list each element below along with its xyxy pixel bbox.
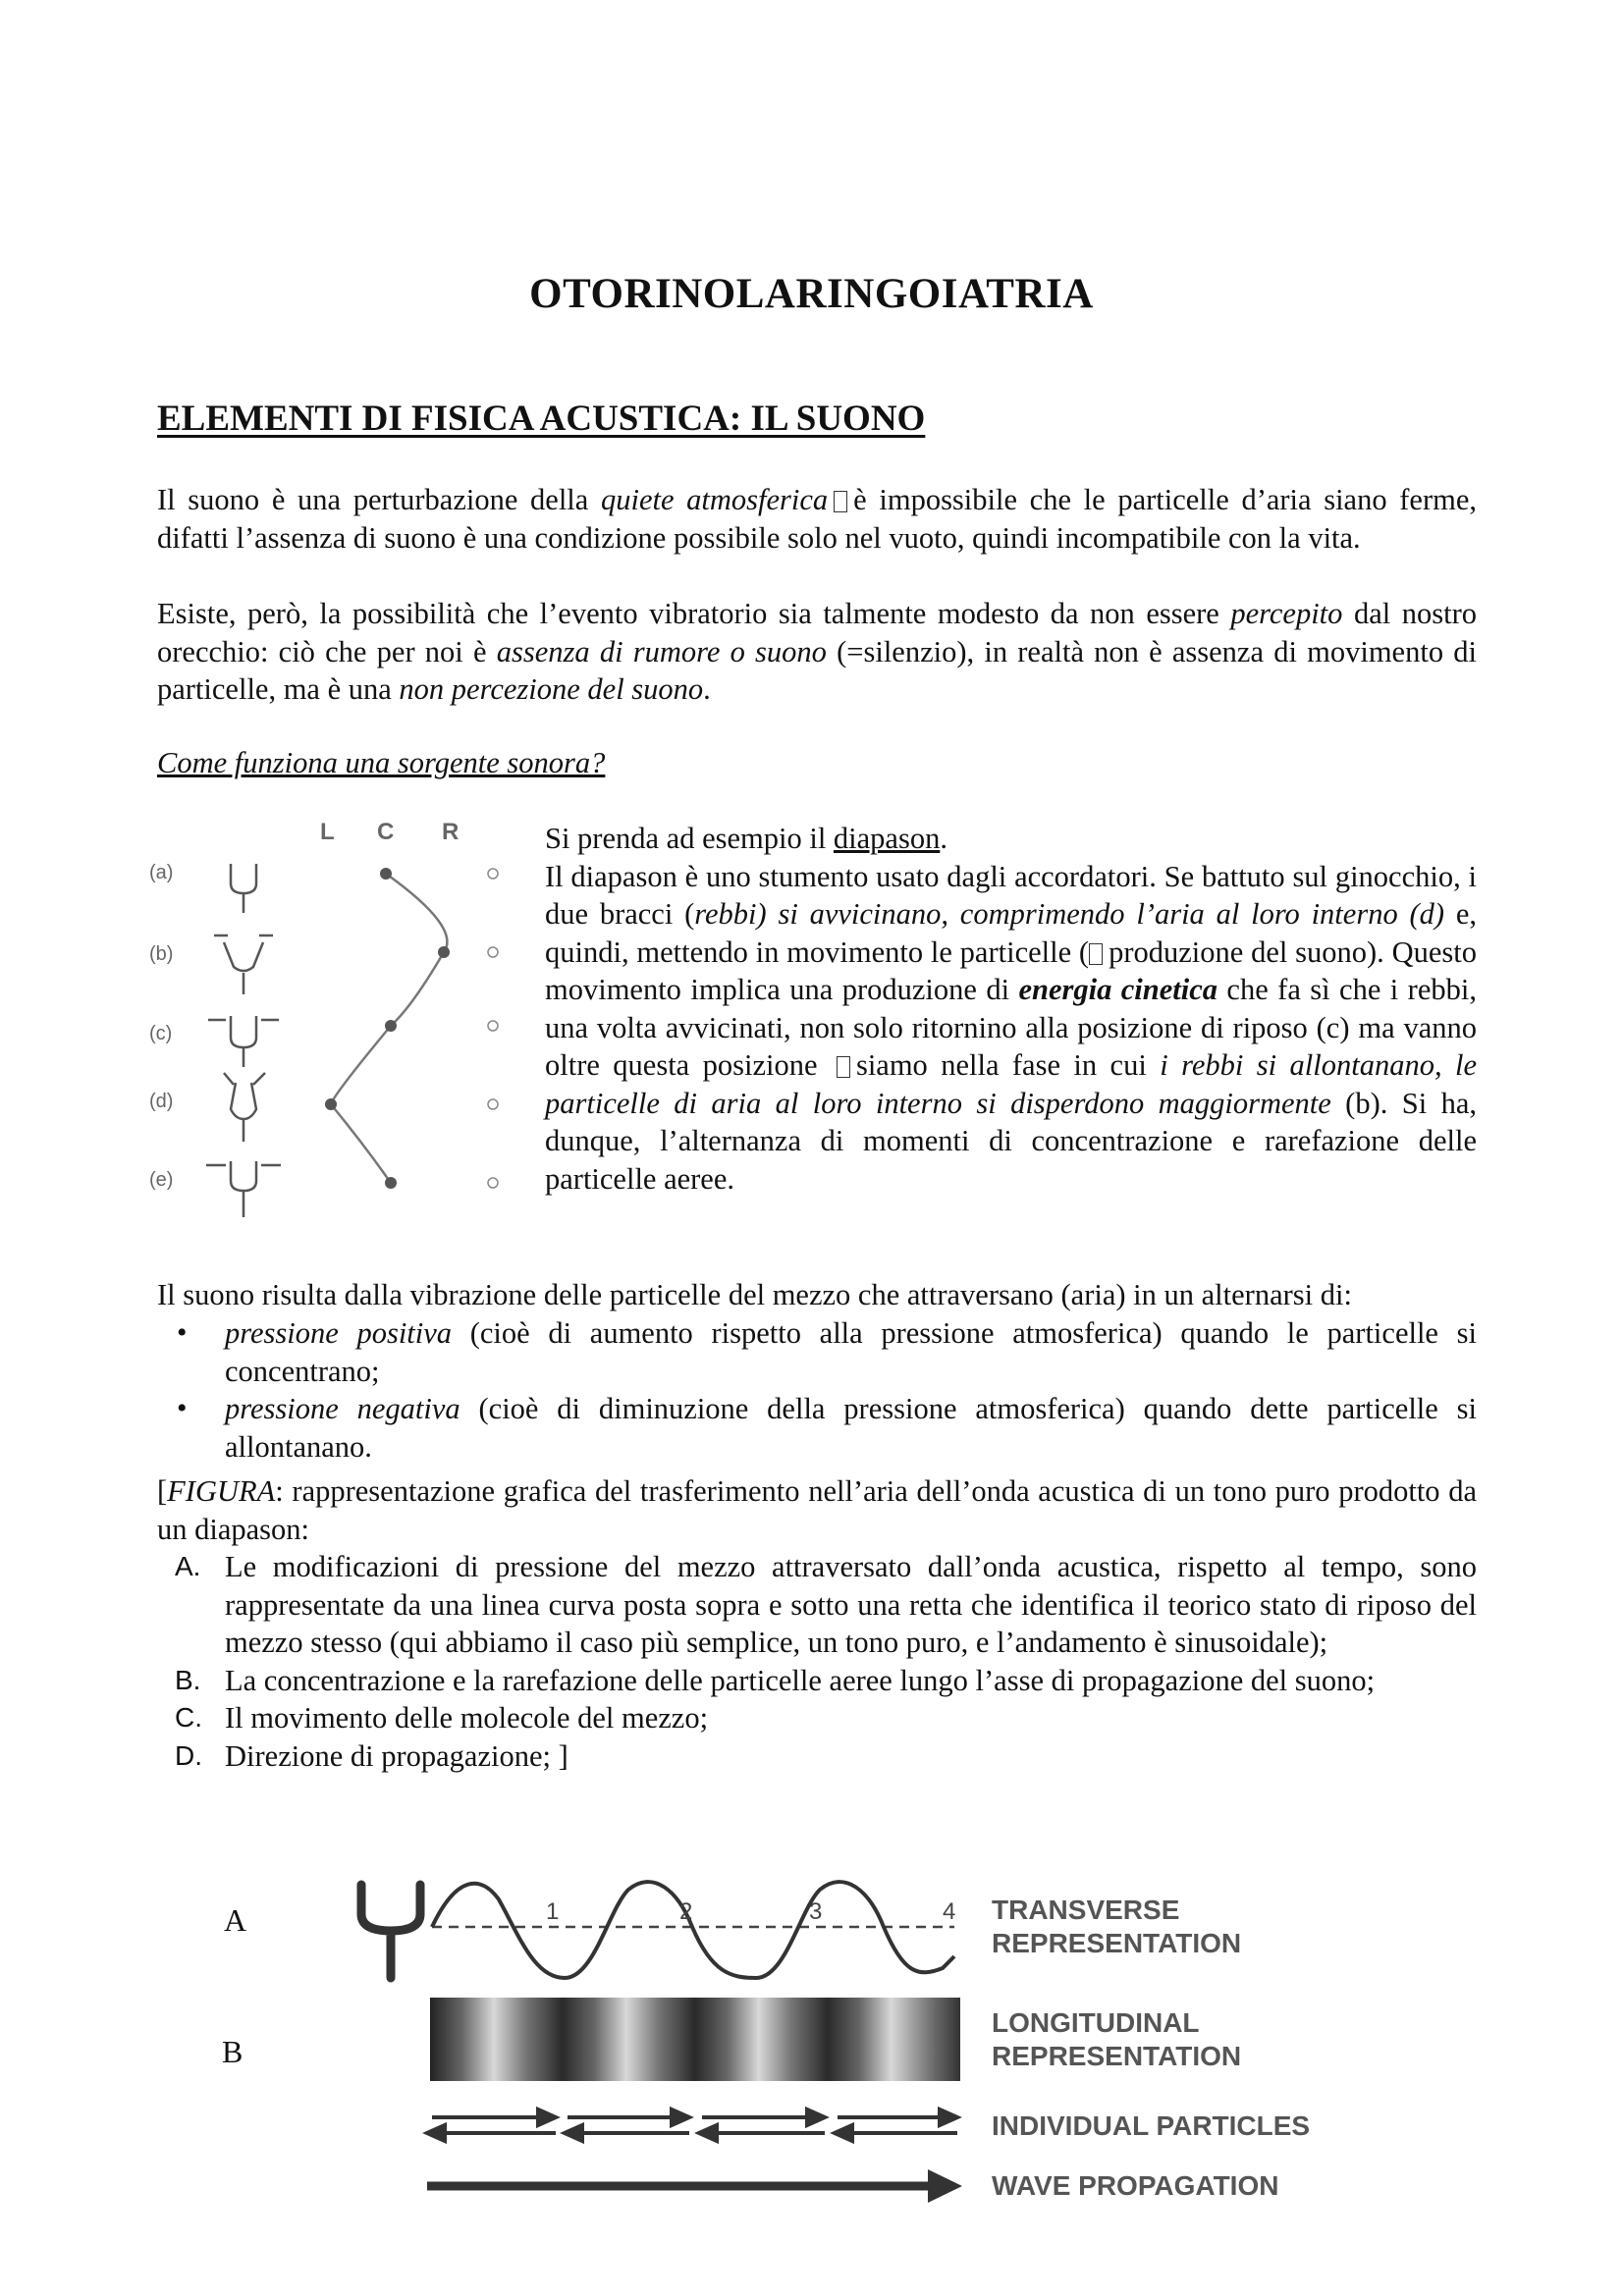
text-run-bold-italic: energia cinetica [1018,973,1218,1006]
text-run-italic: pressione positiva [225,1316,453,1350]
list-label: B. [175,1664,201,1695]
text-run-italic: i rebbi si allontanano, le particelle di aria al loro interno si disperdono maggiormente [545,1048,1478,1120]
text-run: che fa sì che i rebbi, una volta avvicinati, non solo ritornino alla posizione di riposo (c) ma vanno oltre questa posizione [545,973,1477,1082]
figure-label-a: A [224,1902,247,1938]
text-run: . [940,822,947,855]
text-run: (b). Si ha, dunque, l’alternanza di momenti di concentrazione e rarefazione delle particelle aeree. [545,1086,1477,1196]
text-run: (cioè di diminuzione della pressione atmosferica) quando dette particelle si allontanano. [225,1392,1477,1464]
text-run: (cioè di aumento rispetto alla pressione atmosferica) quando le particelle si concentrano; [225,1316,1477,1388]
page-title: OTORINOLARINGOIATRIA [529,271,1094,317]
text-run-italic: assenza di rumore o suono [496,634,827,668]
col-label-r: R [442,819,460,845]
text-run: : rappresentazione grafica del trasferimento nell’aria dell’onda acustica di un tono puro prodotto da un diapason: [157,1474,1477,1546]
subheading: Come funziona una sorgente sonora? [157,746,606,779]
longitudinal-band [430,1998,960,2081]
intro-paragraph-2 [157,595,1477,709]
label-longitudinal-rep: REPRESENTATION [992,2041,1242,2071]
list-item [157,1548,1477,1662]
text-run: [ [157,1474,168,1508]
cycle-number: 4 [943,1898,956,1925]
text-run-italic: rebbi) si avvicinano, comprimendo l’aria al loro interno (d) [694,897,1445,931]
row-label-e: (e) [149,1169,174,1191]
text-run: Le modificazioni di pressione del mezzo attraversato dall’onda acustica, rispetto al tempo, sono rappresentate da una linea curva posta sopra e sotto una retta che identifica il teorico stato di riposo del mezzo stesso (qui abbiamo il caso più semplice, un tono puro, e l’andamento è sinusoidale); [225,1550,1477,1659]
text-run: (=silenzio), in realtà non è assenza di movimento di particelle, ma è una [157,634,1477,706]
vibration-intro: Il suono risulta dalla vibrazione delle particelle del mezzo che attraversano (aria) in un alternarsi di: [157,1278,1352,1311]
label-longitudinal: LONGITUDINAL [992,2007,1200,2038]
label-transverse: TRANSVERSE [992,1895,1180,1925]
diapason-explanation [545,820,1477,1198]
text-run: è impossibile che le particelle d’aria siano ferme, difatti l’assenza di suono è una condizione possibile solo nel vuoto, quindi incompatibile con la vita. [157,483,1477,555]
text-run: Direzione di propagazione; ] [225,1738,568,1773]
reference-circle [488,1021,498,1031]
figure-label-b: B [222,2034,243,2069]
bullet-icon: • [177,1392,188,1424]
text-run: dal nostro orecchio: ciò che per noi è [157,597,1477,668]
section-title: ELEMENTI DI FISICA ACUSTICA: IL SUONO [157,399,926,439]
reference-circle [488,1099,498,1109]
fork-d-arrows-icon [224,1073,265,1085]
text-run: produzione del suono). Questo movimento implica una produzione di [545,934,1477,1006]
text-run-italic: quiete atmosferica [600,483,829,516]
list-label: D. [175,1739,202,1771]
text-run: . [703,672,711,706]
text-run: e, quindi, mettendo in movimento le particelle ( [545,897,1477,969]
text-run-italic: non percezione del suono [399,672,704,706]
text-run: Esiste, però, la possibilità che l’evento vibratorio sia talmente modesto da non essere [157,597,1231,630]
row-label-c: (c) [149,1023,173,1044]
tuning-fork-icon [361,1885,420,1978]
reference-circle [488,947,498,957]
list-label: C. [175,1702,202,1733]
cycle-number: 3 [809,1898,823,1925]
bullet-icon: • [177,1316,188,1349]
text-run: Il movimento delle molecole del mezzo; [225,1701,709,1735]
particle-dot [325,1098,337,1110]
figura-note [157,1472,1477,1548]
fork-a-icon [231,864,256,913]
intro-paragraph-1 [157,481,1477,557]
diapason-line-1 [545,820,1477,858]
fork-c-icon [231,1016,256,1067]
row-label-d: (d) [149,1091,174,1112]
arrow-symbol-icon [837,1056,850,1078]
propagation-arrow-head-icon [928,2169,962,2203]
list-item [157,1662,1477,1700]
text-run-italic: percepito [1230,597,1343,630]
particle-arrows [427,2109,957,2141]
text-run-italic: pressione negativa [225,1392,460,1425]
pressure-list [157,1314,1477,1466]
list-item [157,1314,1477,1390]
label-individual-particles: INDIVIDUAL PARTICLES [992,2110,1311,2141]
particle-dot [385,1020,397,1032]
text-run: Si prenda ad esempio il [545,822,834,855]
reference-circle [488,869,498,879]
text-run-underlined: diapason [833,822,941,855]
text-run-italic: FIGURA [167,1474,276,1508]
label-wave-propagation: WAVE PROPAGATION [992,2170,1279,2201]
arrow-symbol-icon [1089,943,1103,965]
fork-b-icon [224,942,263,994]
cycle-number: 2 [679,1898,693,1925]
particle-dot [385,1177,397,1189]
col-label-c: C [377,819,395,845]
wave-figure [353,1870,1335,2204]
list-item [157,1390,1477,1466]
fork-e-icon [231,1161,256,1217]
text-run: Il suono è una perturbazione della [157,483,601,516]
fork-d-icon [231,1083,256,1142]
cycle-number: 1 [546,1898,560,1925]
list-item [157,1737,1477,1776]
col-label-l: L [320,819,335,845]
text-run: Il diapason è uno stumento usato dagli accordatori. Se battuto sul ginocchio, i due bracci ( [545,859,1477,931]
reference-circle [488,1178,498,1188]
row-label-a: (a) [149,862,174,883]
row-label-b: (b) [149,943,174,965]
particle-dot [380,868,392,880]
label-transverse-rep: REPRESENTATION [992,1928,1242,1958]
text-run: La concentrazione e la rarefazione delle particelle aeree lungo l’asse di propagazione del suono; [225,1663,1376,1697]
diapason-paragraph [545,858,1477,1199]
list-label: A. [175,1551,201,1581]
tuning-fork-diagram [137,810,530,1232]
arrow-symbol-icon [834,491,847,512]
particle-dot [438,946,450,958]
list-item [157,1699,1477,1737]
figure-legend-list [157,1548,1477,1775]
text-run: siamo nella fase in cui [855,1048,1161,1082]
sine-wave [432,1882,954,1978]
